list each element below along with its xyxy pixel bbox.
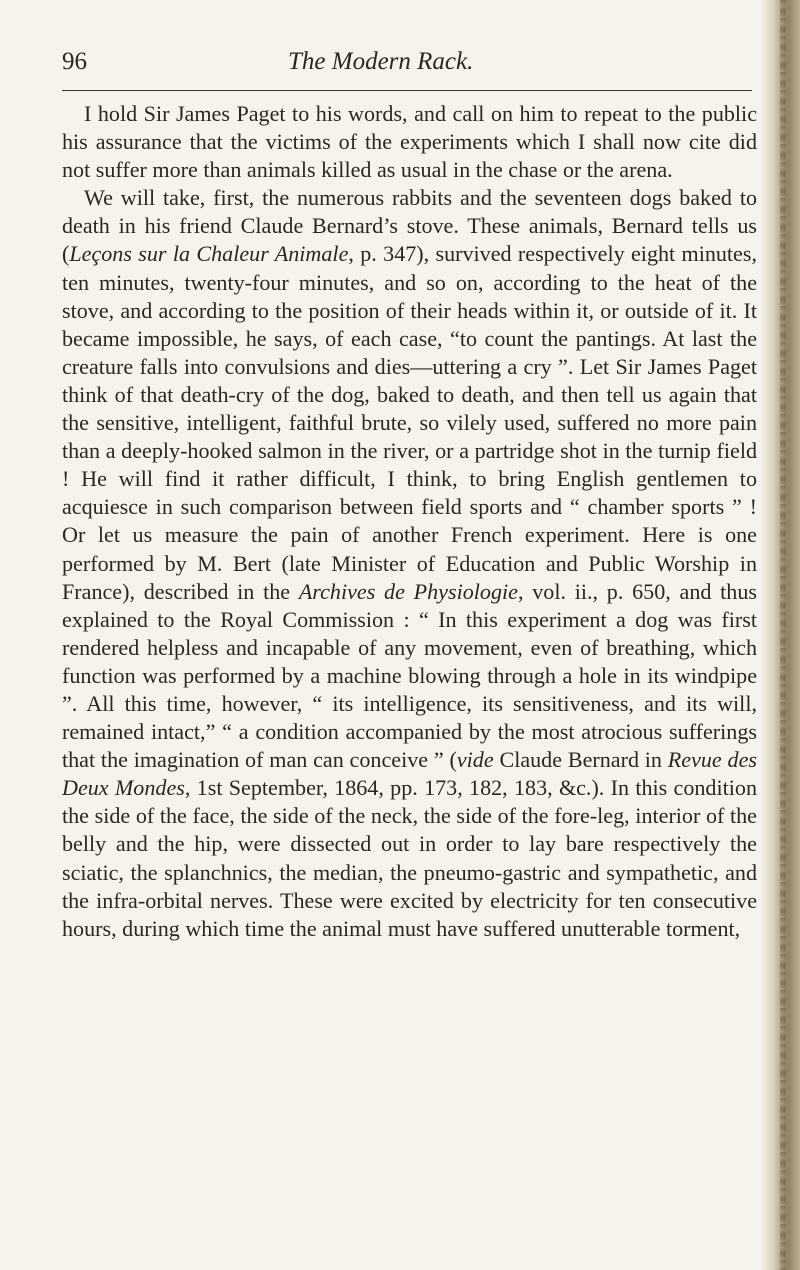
paragraph-1 — [62, 100, 757, 184]
page-number: 96 — [62, 48, 87, 75]
paragraph-1-text: I hold Sir James Paget to his words, and call on him to repeat to the public his assurance that the victims of the experiments which I shall now cite did not suffer more than animals killed as usual in the chase or the arena. — [62, 101, 757, 183]
paragraph-2 — [62, 184, 757, 943]
paragraph-2-text-4: Claude Bernard in — [493, 747, 668, 773]
title-revue-des-deux-mondes: Revue des Deux Mondes — [62, 747, 757, 801]
page-edge-shadow — [760, 0, 800, 1270]
body-text — [62, 100, 757, 943]
vide-word: vide — [456, 747, 494, 773]
title-lecons-chaleur-animale: Leçons sur la Chaleur Animale — [69, 241, 349, 267]
page-header — [62, 46, 752, 82]
paragraph-2-text-2: , p. 347), survived respectively eight minutes, ten minutes, twenty-four minutes, and so on, according to the heat of the stove, and according to the position of their heads within it, or outside of it. It became impossible, he says, of each case, “to count the pantings. At last the creature falls into convulsions and dies—uttering a cry ”. Let Sir James Paget think of that death-cry of the dog, baked to death, and then tell us again that the sensitive, intelligent, faithful brute, so vilely used, suffered no more pain than a deeply-hooked salmon in the river, or a partridge shot in the turnip field ! He will find it rather difficult, I think, to bring English gentlemen to acquiesce in such comparison between field sports and “ chamber sports ” ! Or let us measure the pain of another French experiment. Here is one performed by M. Bert (late Minister of Education and Public Worship in France), described in the — [62, 241, 757, 604]
running-title: The Modern Rack. — [288, 48, 474, 75]
paragraph-2-text-1: We will take, first, the numerous rabbits and the seventeen dogs baked to death in his friend Claude Bernard’s stove. These animals, Bernard tells us ( — [62, 185, 757, 267]
paragraph-2-text-5: , 1st September, 1864, pp. 173, 182, 183, &c.). In this condition the side of the face, the side of the neck, the side of the fore-leg, interior of the belly and the hip, were dissected out in order to lay bare respectively the sciatic, the splanchnics, the median, the pneumo-gastric and sympathetic, and the infra-orbital nerves. These were excited by electricity for ten consecutive hours, during which time the animal must have suffered unutterable torment, — [62, 775, 757, 941]
title-archives-de-physiologie: Archives de Physiologie — [298, 578, 518, 604]
header-rule — [62, 90, 752, 91]
paragraph-2-text-3: , vol. ii., p. 650, and thus explained to the Royal Commission : “ In this experiment a dog was first rendered helpless and incapable of any movement, even of breathing, which function was performed by a machine blowing through a hole in its windpipe ”. All this time, however, “ its intelligence, its sensitiveness, and its will, remained intact,” “ a condition accompanied by the most atrocious sufferings that the imagination of man can conceive ” ( — [62, 578, 757, 773]
